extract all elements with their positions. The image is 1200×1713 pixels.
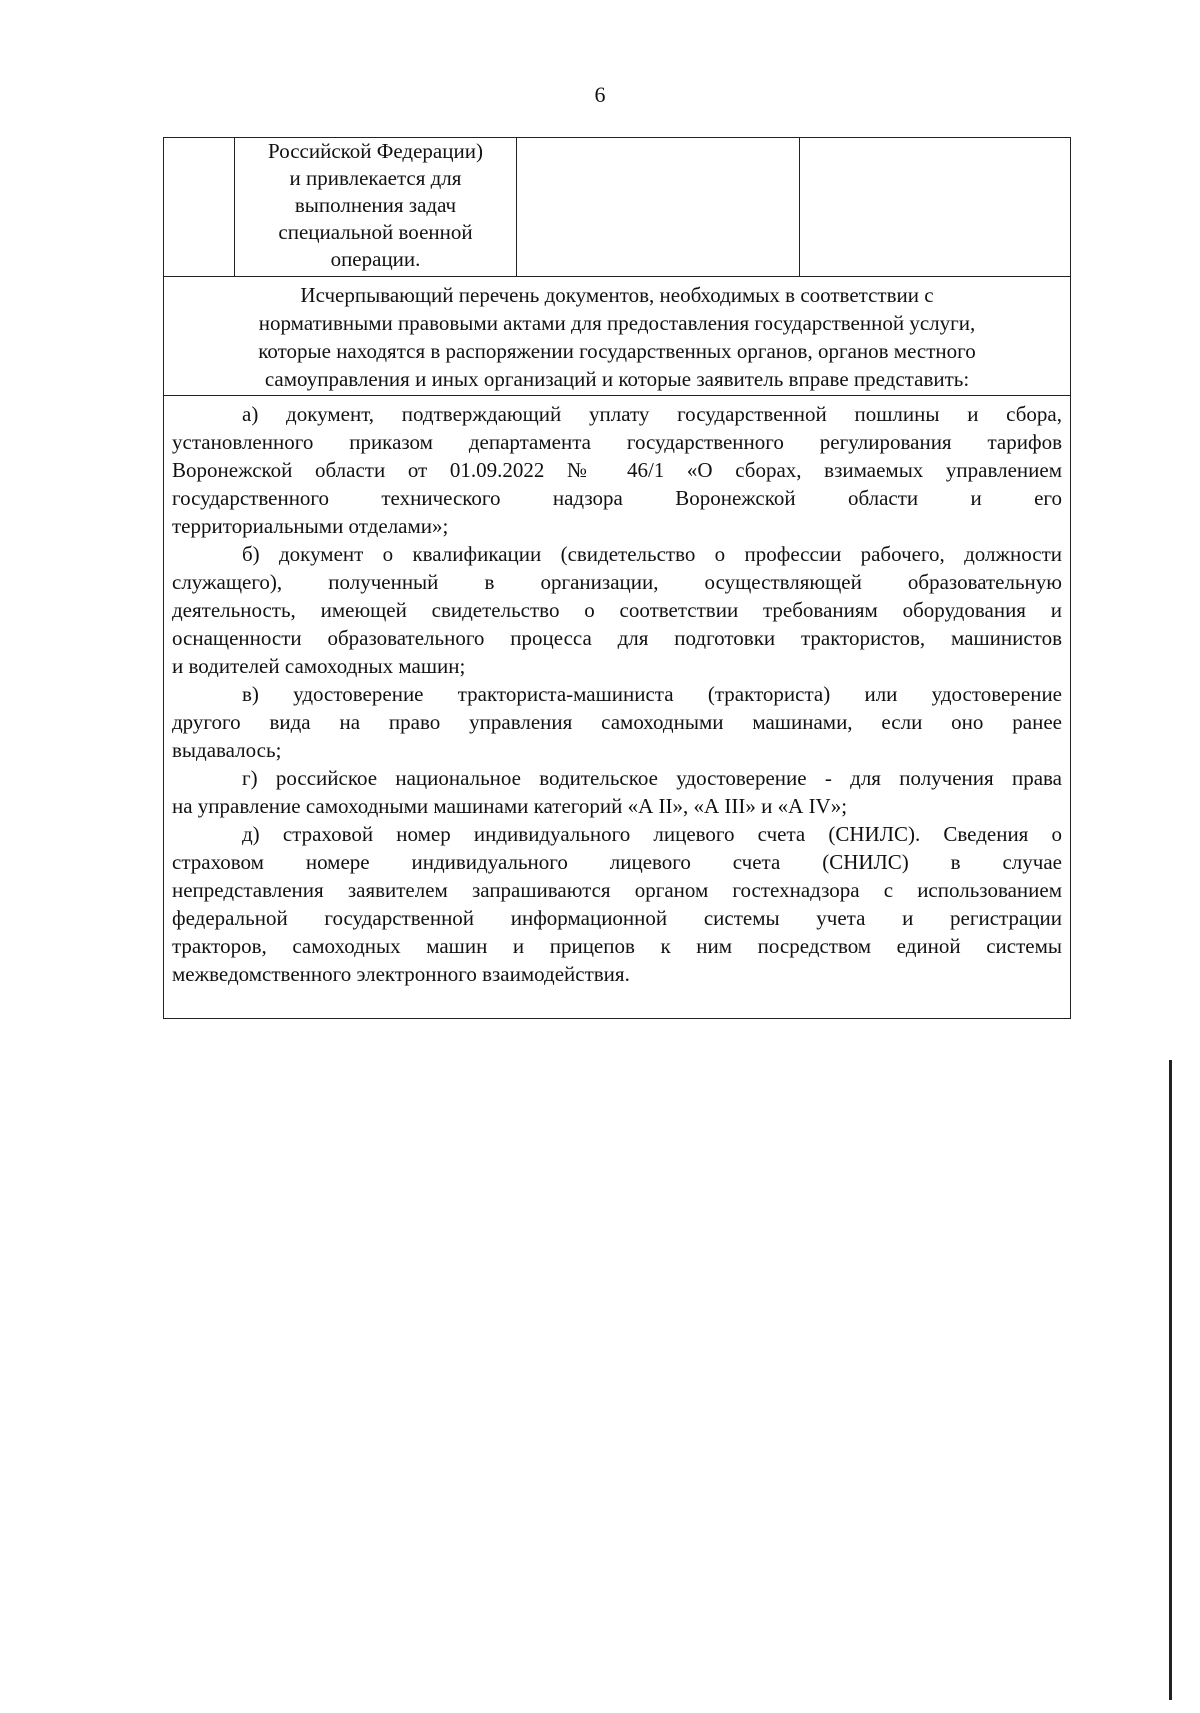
item-line: оснащенности образовательного процесса для подготовки трактористов, машинистов — [172, 626, 1062, 650]
list-item-b — [172, 540, 1062, 680]
item-line: тракторов, самоходных машин и прицепов к ним посредством единой системы — [172, 934, 1062, 958]
cell-line: и привлекается для — [289, 166, 462, 190]
item-line: выдавалось; — [172, 738, 282, 762]
item-line: Воронежской области от 01.09.2022 № 46/1 «О сборах, взимаемых управлением — [172, 458, 1062, 482]
list-item-g — [172, 764, 1062, 820]
item-line: межведомственного электронного взаимодействия. — [172, 962, 630, 986]
item-line: д) страховой номер индивидуального лицевого счета (СНИЛС). Сведения о — [242, 822, 1062, 846]
item-line: деятельность, имеющей свидетельство о соответствии требованиям оборудования и — [172, 598, 1062, 622]
header-line: которые находятся в распоряжении государственных органов, органов местного — [258, 339, 976, 363]
documents-list — [164, 396, 1070, 1018]
table-row-continuation — [164, 138, 1070, 277]
header-line: нормативными правовыми актами для предоставления государственной услуги, — [258, 311, 976, 335]
table-cell-empty-4 — [800, 138, 1070, 276]
item-line: в) удостоверение тракториста-машиниста (тракториста) или удостоверение — [242, 682, 1062, 706]
table-cell-empty-3 — [517, 138, 800, 276]
cell-line: выполнения задач — [294, 193, 457, 217]
cell-line: операции. — [330, 247, 421, 271]
list-item-v — [172, 680, 1062, 764]
item-line: б) документ о квалификации (свидетельство о профессии рабочего, должности — [242, 542, 1062, 566]
header-line: Исчерпывающий перечень документов, необходимых в соответствии с — [300, 283, 934, 307]
document-table — [163, 137, 1071, 1019]
item-line: служащего), полученный в организации, осуществляющей образовательную — [172, 570, 1062, 594]
cell-line: специальной военной — [278, 220, 473, 244]
list-item-d — [172, 820, 1062, 988]
item-line: а) документ, подтверждающий уплату государственной пошлины и сбора, — [242, 402, 1062, 426]
table-cell-text — [235, 138, 517, 276]
item-line: г) российское национальное водительское удостоверение - для получения права — [242, 766, 1062, 790]
cell-line: Российской Федерации) — [268, 139, 483, 163]
page-number: 6 — [594, 82, 606, 107]
section-header — [164, 277, 1070, 396]
item-line: на управление самоходными машинами категорий «А II», «А III» и «А IV»; — [172, 794, 848, 818]
item-line: и водителей самоходных машин; — [172, 654, 466, 678]
item-line: непредставления заявителем запрашиваются органом гостехнадзора с использованием — [172, 878, 1062, 902]
list-item-a — [172, 400, 1062, 540]
scan-edge-line — [1169, 1060, 1172, 1700]
item-line: страховом номере индивидуального лицевого счета (СНИЛС) в случае — [172, 850, 1062, 874]
item-line: установленного приказом департамента государственного регулирования тарифов — [172, 430, 1062, 454]
item-line: территориальными отделами»; — [172, 514, 449, 538]
header-line: самоуправления и иных организаций и которые заявитель вправе представить: — [264, 367, 970, 391]
table-cell-empty-1 — [164, 138, 235, 276]
item-line: другого вида на право управления самоходными машинами, если оно ранее — [172, 710, 1062, 734]
item-line: государственного технического надзора Воронежской области и его — [172, 486, 1062, 510]
item-line: федеральной государственной информационной системы учета и регистрации — [172, 906, 1062, 930]
